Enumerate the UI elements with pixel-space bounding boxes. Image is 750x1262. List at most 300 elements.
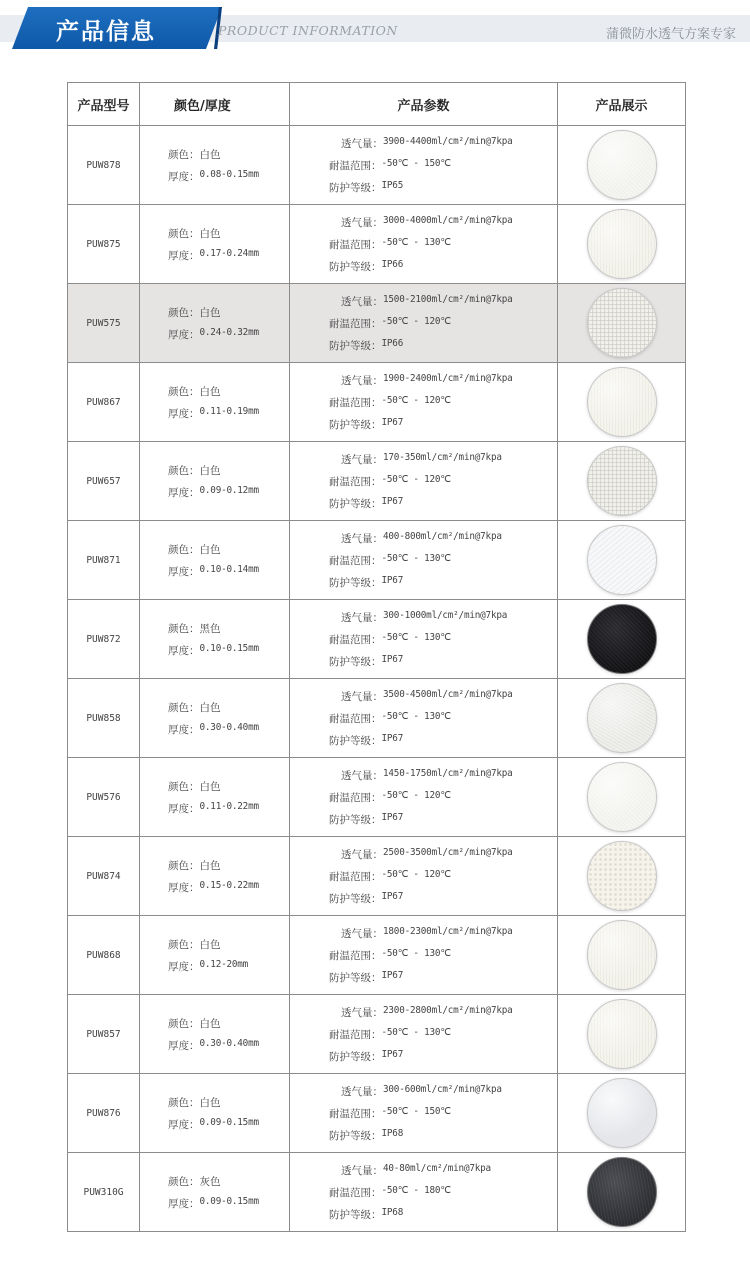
thickness-value: 0.10-0.14mm xyxy=(199,563,259,575)
temperature-line xyxy=(329,1106,502,1121)
product-swatch-image xyxy=(587,604,657,674)
protection-value: IP66 xyxy=(381,258,404,270)
table-row xyxy=(68,836,685,915)
display-cell xyxy=(557,837,685,915)
thickness-line xyxy=(168,248,259,263)
product-swatch-image xyxy=(587,525,657,595)
params-cell xyxy=(289,837,557,915)
temperature-label: 耐温范围： xyxy=(329,159,382,172)
params-lines xyxy=(329,215,513,274)
thickness-line xyxy=(168,722,259,737)
params-cell xyxy=(289,205,557,283)
protection-line xyxy=(329,1049,513,1064)
color-label: 颜色： xyxy=(168,385,200,398)
temperature-value: -50℃ - 150℃ xyxy=(381,1105,451,1117)
protection-value: IP67 xyxy=(381,653,404,665)
color-label: 颜色： xyxy=(168,543,200,556)
table-row xyxy=(68,362,685,441)
params-cell xyxy=(289,442,557,520)
thickness-value: 0.11-0.19mm xyxy=(199,405,259,417)
model-cell xyxy=(68,1153,139,1231)
product-swatch-image xyxy=(587,209,657,279)
temperature-value: -50℃ - 130℃ xyxy=(381,552,451,564)
protection-label: 防护等级： xyxy=(329,655,382,668)
model-cell xyxy=(68,916,139,994)
temperature-line xyxy=(329,790,513,805)
color-value: 白色 xyxy=(199,1096,221,1109)
permeability-value: 300-1000ml/cm²/min@7kpa xyxy=(383,609,508,621)
thickness-label: 厚度： xyxy=(168,249,200,262)
thickness-value: 0.12-20mm xyxy=(199,958,249,970)
temperature-label: 耐温范围： xyxy=(329,870,382,883)
permeability-line xyxy=(329,1163,491,1178)
protection-value: IP67 xyxy=(381,732,404,744)
permeability-label: 透气量： xyxy=(341,532,383,545)
product-swatch-image xyxy=(587,920,657,990)
temperature-value: -50℃ - 120℃ xyxy=(381,473,451,485)
temperature-label: 耐温范围： xyxy=(329,554,382,567)
thickness-line xyxy=(168,169,259,184)
protection-label: 防护等级： xyxy=(329,418,382,431)
protection-value: IP65 xyxy=(381,179,404,191)
thickness-line xyxy=(168,880,259,895)
color-thickness-lines xyxy=(168,384,259,421)
protection-line xyxy=(329,180,513,195)
thickness-label: 厚度： xyxy=(168,802,200,815)
color-thickness-lines xyxy=(168,858,259,895)
product-swatch-image xyxy=(587,367,657,437)
color-line xyxy=(168,542,259,557)
protection-value: IP67 xyxy=(381,574,404,586)
display-cell xyxy=(557,995,685,1073)
color-value: 白色 xyxy=(199,227,221,240)
protection-line xyxy=(329,733,513,748)
protection-value: IP67 xyxy=(381,969,404,981)
color-thickness-cell xyxy=(139,600,289,678)
color-thickness-cell xyxy=(139,1074,289,1152)
color-label: 颜色： xyxy=(168,701,200,714)
temperature-value: -50℃ - 130℃ xyxy=(381,236,451,248)
table-row xyxy=(68,125,685,204)
temperature-label: 耐温范围： xyxy=(329,712,382,725)
color-line xyxy=(168,384,259,399)
temperature-label: 耐温范围： xyxy=(329,791,382,804)
permeability-label: 透气量： xyxy=(341,295,383,308)
display-cell xyxy=(557,1074,685,1152)
permeability-value: 2300-2800ml/cm²/min@7kpa xyxy=(383,1004,513,1016)
model-cell xyxy=(68,758,139,836)
permeability-value: 3900-4400ml/cm²/min@7kpa xyxy=(383,135,513,147)
product-swatch-image xyxy=(587,1157,657,1227)
thickness-label: 厚度： xyxy=(168,328,200,341)
product-model: PUW857 xyxy=(86,1028,121,1040)
color-thickness-lines xyxy=(168,147,259,184)
color-thickness-lines xyxy=(168,1016,259,1053)
product-swatch-image xyxy=(587,288,657,358)
params-cell xyxy=(289,679,557,757)
protection-label: 防护等级： xyxy=(329,892,382,905)
params-lines xyxy=(329,1005,513,1064)
permeability-label: 透气量： xyxy=(341,374,383,387)
color-thickness-cell xyxy=(139,916,289,994)
temperature-label: 耐温范围： xyxy=(329,238,382,251)
temperature-value: -50℃ - 180℃ xyxy=(381,1184,451,1196)
product-model: PUW872 xyxy=(86,633,121,645)
temperature-value: -50℃ - 120℃ xyxy=(381,315,451,327)
color-thickness-cell xyxy=(139,521,289,599)
params-lines xyxy=(329,1163,491,1222)
permeability-value: 1500-2100ml/cm²/min@7kpa xyxy=(383,293,513,305)
permeability-line xyxy=(329,768,513,783)
params-lines xyxy=(329,294,513,353)
params-cell xyxy=(289,363,557,441)
params-lines xyxy=(329,926,513,985)
table-row xyxy=(68,678,685,757)
model-cell xyxy=(68,442,139,520)
color-line xyxy=(168,226,259,241)
params-lines xyxy=(329,373,513,432)
permeability-line xyxy=(329,689,513,704)
protection-label: 防护等级： xyxy=(329,1050,382,1063)
color-line xyxy=(168,779,259,794)
protection-line xyxy=(329,417,513,432)
protection-line xyxy=(329,338,513,353)
product-model: PUW875 xyxy=(86,238,121,250)
temperature-label: 耐温范围： xyxy=(329,396,382,409)
temperature-line xyxy=(329,711,513,726)
thickness-label: 厚度： xyxy=(168,644,200,657)
model-cell xyxy=(68,600,139,678)
protection-value: IP66 xyxy=(381,337,404,349)
color-label: 颜色： xyxy=(168,464,200,477)
temperature-value: -50℃ - 150℃ xyxy=(381,157,451,169)
thickness-label: 厚度： xyxy=(168,723,200,736)
temperature-value: -50℃ - 130℃ xyxy=(381,1026,451,1038)
protection-value: IP67 xyxy=(381,495,404,507)
model-cell xyxy=(68,1074,139,1152)
params-lines xyxy=(329,689,513,748)
protection-line xyxy=(329,496,502,511)
protection-label: 防护等级： xyxy=(329,260,382,273)
permeability-line xyxy=(329,373,513,388)
product-swatch-image xyxy=(587,446,657,516)
color-label: 颜色： xyxy=(168,622,200,635)
temperature-line xyxy=(329,237,513,252)
color-thickness-lines xyxy=(168,542,259,579)
thickness-value: 0.09-0.15mm xyxy=(199,1116,259,1128)
temperature-line xyxy=(329,632,507,647)
permeability-label: 透气量： xyxy=(341,1085,383,1098)
product-model: PUW868 xyxy=(86,949,121,961)
params-lines xyxy=(329,531,502,590)
thickness-label: 厚度： xyxy=(168,1039,200,1052)
color-thickness-cell xyxy=(139,758,289,836)
protection-line xyxy=(329,575,502,590)
permeability-label: 透气量： xyxy=(341,769,383,782)
color-value: 白色 xyxy=(199,938,221,951)
thickness-line xyxy=(168,959,248,974)
permeability-line xyxy=(329,452,502,467)
permeability-label: 透气量： xyxy=(341,848,383,861)
color-label: 颜色： xyxy=(168,148,200,161)
display-cell xyxy=(557,521,685,599)
protection-label: 防护等级： xyxy=(329,734,382,747)
display-cell xyxy=(557,679,685,757)
table-row xyxy=(68,283,685,362)
color-line xyxy=(168,147,259,162)
thickness-label: 厚度： xyxy=(168,1118,200,1131)
color-thickness-cell xyxy=(139,995,289,1073)
column-header-color-thickness: 颜色/厚度 xyxy=(139,83,289,125)
params-cell xyxy=(289,1153,557,1231)
color-value: 白色 xyxy=(199,543,221,556)
color-line xyxy=(168,1016,259,1031)
model-cell xyxy=(68,995,139,1073)
permeability-value: 170-350ml/cm²/min@7kpa xyxy=(383,451,502,463)
table-row xyxy=(68,915,685,994)
table-row xyxy=(68,1073,685,1152)
temperature-line xyxy=(329,1027,513,1042)
product-model: PUW871 xyxy=(86,554,121,566)
permeability-label: 透气量： xyxy=(341,453,383,466)
display-cell xyxy=(557,758,685,836)
model-cell xyxy=(68,521,139,599)
temperature-value: -50℃ - 130℃ xyxy=(381,631,451,643)
permeability-line xyxy=(329,1005,513,1020)
thickness-value: 0.09-0.15mm xyxy=(199,1195,259,1207)
color-thickness-cell xyxy=(139,205,289,283)
display-cell xyxy=(557,126,685,204)
color-thickness-lines xyxy=(168,463,259,500)
protection-label: 防护等级： xyxy=(329,339,382,352)
color-value: 白色 xyxy=(199,780,221,793)
color-thickness-lines xyxy=(168,937,248,974)
header-banner xyxy=(0,0,750,50)
permeability-label: 透气量： xyxy=(341,216,383,229)
color-thickness-cell xyxy=(139,679,289,757)
product-swatch-image xyxy=(587,1078,657,1148)
params-cell xyxy=(289,126,557,204)
color-value: 白色 xyxy=(199,1017,221,1030)
display-cell xyxy=(557,284,685,362)
thickness-line xyxy=(168,485,259,500)
thickness-value: 0.30-0.40mm xyxy=(199,721,259,733)
thickness-label: 厚度： xyxy=(168,407,200,420)
product-swatch-image xyxy=(587,683,657,753)
protection-label: 防护等级： xyxy=(329,181,382,194)
color-line xyxy=(168,1095,259,1110)
color-thickness-cell xyxy=(139,363,289,441)
color-value: 白色 xyxy=(199,701,221,714)
column-header-params: 产品参数 xyxy=(289,83,557,125)
color-thickness-lines xyxy=(168,1174,259,1211)
color-thickness-lines xyxy=(168,700,259,737)
permeability-line xyxy=(329,847,513,862)
params-cell xyxy=(289,600,557,678)
protection-value: IP67 xyxy=(381,416,404,428)
permeability-line xyxy=(329,926,513,941)
table-row xyxy=(68,1152,685,1231)
temperature-line xyxy=(329,948,513,963)
product-swatch-image xyxy=(587,841,657,911)
product-model: PUW867 xyxy=(86,396,121,408)
permeability-value: 400-800ml/cm²/min@7kpa xyxy=(383,530,502,542)
product-model: PUW858 xyxy=(86,712,121,724)
temperature-label: 耐温范围： xyxy=(329,475,382,488)
params-lines xyxy=(329,768,513,827)
thickness-line xyxy=(168,1196,259,1211)
table-row xyxy=(68,757,685,836)
protection-label: 防护等级： xyxy=(329,576,382,589)
permeability-line xyxy=(329,1084,502,1099)
model-cell xyxy=(68,284,139,362)
thickness-line xyxy=(168,406,259,421)
protection-value: IP67 xyxy=(381,811,404,823)
color-thickness-lines xyxy=(168,1095,259,1132)
temperature-label: 耐温范围： xyxy=(329,1186,382,1199)
color-thickness-lines xyxy=(168,621,259,658)
thickness-line xyxy=(168,1038,259,1053)
table-row xyxy=(68,520,685,599)
permeability-label: 透气量： xyxy=(341,611,383,624)
color-value: 黑色 xyxy=(199,622,221,635)
permeability-label: 透气量： xyxy=(341,927,383,940)
thickness-value: 0.09-0.12mm xyxy=(199,484,259,496)
color-label: 颜色： xyxy=(168,1096,200,1109)
temperature-label: 耐温范围： xyxy=(329,633,382,646)
temperature-line xyxy=(329,158,513,173)
temperature-line xyxy=(329,316,513,331)
permeability-line xyxy=(329,136,513,151)
color-line xyxy=(168,305,259,320)
color-label: 颜色： xyxy=(168,1017,200,1030)
color-thickness-cell xyxy=(139,1153,289,1231)
product-model: PUW575 xyxy=(86,317,121,329)
product-swatch-image xyxy=(587,130,657,200)
thickness-label: 厚度： xyxy=(168,881,200,894)
thickness-label: 厚度： xyxy=(168,960,200,973)
permeability-value: 3000-4000ml/cm²/min@7kpa xyxy=(383,214,513,226)
table-row xyxy=(68,599,685,678)
permeability-line xyxy=(329,610,507,625)
color-label: 颜色： xyxy=(168,780,200,793)
product-model: PUW310G xyxy=(83,1186,124,1198)
thickness-label: 厚度： xyxy=(168,486,200,499)
color-thickness-cell xyxy=(139,837,289,915)
permeability-label: 透气量： xyxy=(341,1006,383,1019)
protection-line xyxy=(329,891,513,906)
color-line xyxy=(168,937,248,952)
color-label: 颜色： xyxy=(168,227,200,240)
display-cell xyxy=(557,600,685,678)
model-cell xyxy=(68,837,139,915)
color-value: 白色 xyxy=(199,148,221,161)
color-value: 白色 xyxy=(199,306,221,319)
temperature-value: -50℃ - 130℃ xyxy=(381,947,451,959)
protection-line xyxy=(329,1128,502,1143)
color-thickness-lines xyxy=(168,226,259,263)
thickness-label: 厚度： xyxy=(168,170,200,183)
params-lines xyxy=(329,1084,502,1143)
color-label: 颜色： xyxy=(168,306,200,319)
temperature-value: -50℃ - 130℃ xyxy=(381,710,451,722)
thickness-value: 0.24-0.32mm xyxy=(199,326,259,338)
temperature-value: -50℃ - 120℃ xyxy=(381,868,451,880)
permeability-value: 1800-2300ml/cm²/min@7kpa xyxy=(383,925,513,937)
temperature-label: 耐温范围： xyxy=(329,1028,382,1041)
model-cell xyxy=(68,679,139,757)
temperature-value: -50℃ - 120℃ xyxy=(381,394,451,406)
permeability-value: 40-80ml/cm²/min@7kpa xyxy=(383,1162,491,1174)
protection-label: 防护等级： xyxy=(329,497,382,510)
color-value: 白色 xyxy=(199,464,221,477)
color-label: 颜色： xyxy=(168,938,200,951)
permeability-value: 2500-3500ml/cm²/min@7kpa xyxy=(383,846,513,858)
display-cell xyxy=(557,205,685,283)
protection-label: 防护等级： xyxy=(329,813,382,826)
temperature-value: -50℃ - 120℃ xyxy=(381,789,451,801)
display-cell xyxy=(557,1153,685,1231)
color-line xyxy=(168,621,259,636)
protection-line xyxy=(329,654,507,669)
color-thickness-lines xyxy=(168,779,259,816)
temperature-label: 耐温范围： xyxy=(329,949,382,962)
product-swatch-image xyxy=(587,999,657,1069)
params-cell xyxy=(289,758,557,836)
protection-value: IP68 xyxy=(381,1127,404,1139)
permeability-value: 1900-2400ml/cm²/min@7kpa xyxy=(383,372,513,384)
product-table xyxy=(67,82,686,1232)
permeability-label: 透气量： xyxy=(341,690,383,703)
thickness-value: 0.15-0.22mm xyxy=(199,879,259,891)
color-thickness-cell xyxy=(139,126,289,204)
product-model: PUW874 xyxy=(86,870,121,882)
thickness-line xyxy=(168,801,259,816)
table-header-row xyxy=(68,83,685,125)
permeability-value: 300-600ml/cm²/min@7kpa xyxy=(383,1083,502,1095)
protection-value: IP67 xyxy=(381,1048,404,1060)
temperature-label: 耐温范围： xyxy=(329,1107,382,1120)
permeability-value: 3500-4500ml/cm²/min@7kpa xyxy=(383,688,513,700)
thickness-value: 0.30-0.40mm xyxy=(199,1037,259,1049)
temperature-line xyxy=(329,869,513,884)
model-cell xyxy=(68,126,139,204)
thickness-line xyxy=(168,1117,259,1132)
color-line xyxy=(168,700,259,715)
permeability-line xyxy=(329,294,513,309)
temperature-line xyxy=(329,1185,491,1200)
params-cell xyxy=(289,521,557,599)
color-line xyxy=(168,463,259,478)
temperature-line xyxy=(329,395,513,410)
protection-line xyxy=(329,259,513,274)
thickness-value: 0.17-0.24mm xyxy=(199,247,259,259)
product-swatch-image xyxy=(587,762,657,832)
params-lines xyxy=(329,610,507,669)
color-label: 颜色： xyxy=(168,859,200,872)
color-label: 颜色： xyxy=(168,1175,200,1188)
page-subtitle-en: PRODUCT INFORMATION xyxy=(218,23,398,38)
params-lines xyxy=(329,847,513,906)
temperature-line xyxy=(329,474,502,489)
protection-line xyxy=(329,970,513,985)
protection-value: IP68 xyxy=(381,1206,404,1218)
brand-slogan: 蒲微防水透气方案专家 xyxy=(605,27,736,42)
protection-line xyxy=(329,1207,491,1222)
display-cell xyxy=(557,363,685,441)
thickness-value: 0.10-0.15mm xyxy=(199,642,259,654)
model-cell xyxy=(68,205,139,283)
